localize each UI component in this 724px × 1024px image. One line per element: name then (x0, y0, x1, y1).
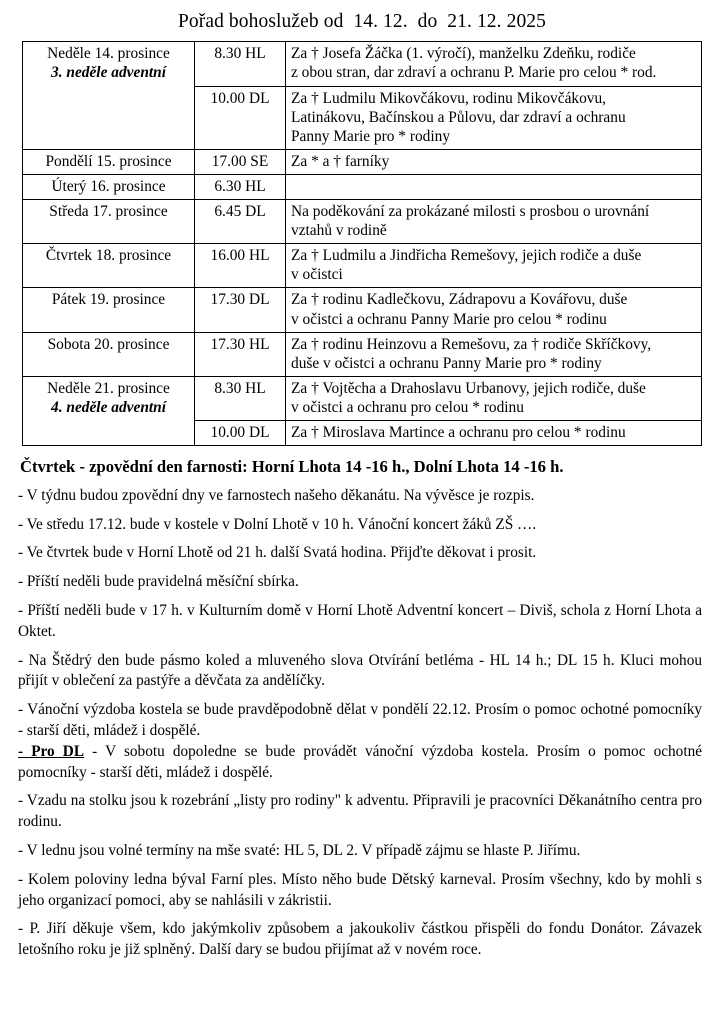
intention-line: z obou stran, dar zdraví a ochranu P. Marie pro celou * rod. (291, 64, 657, 82)
service-time: 17.30 DL (195, 288, 286, 332)
confession-day-heading: Čtvrtek - zpovědní den farnosti: Horní Lhota 14 -16 h., Dolní Lhota 14 -16 h. (20, 457, 564, 477)
day-cell (23, 376, 195, 445)
service-intention (286, 420, 702, 445)
table-row (23, 332, 702, 376)
table-row (23, 42, 702, 86)
day-cell (23, 42, 195, 149)
table-row (23, 244, 702, 288)
intention-line: duše v očistci a ochranu Panny Marie pro * rodiny (291, 354, 602, 372)
pro-dl-label: - Pro DL (18, 742, 85, 760)
table-row (23, 288, 702, 332)
announcement-item: - V lednu jsou volné termíny na mše svaté: HL 5, DL 2. V případě zájmu se hlaste P. Jiřímu. (18, 841, 581, 859)
day-label: Neděle 21. prosince (47, 379, 170, 397)
intention-line: Panny Marie pro * rodiny (291, 127, 451, 145)
service-intention (286, 86, 702, 149)
service-time: 10.00 DL (195, 420, 286, 445)
announcement-item: - Ve čtvrtek bude v Horní Lhotě od 21 h. další Svatá hodina. Přijďte děkovat i prosit. (18, 544, 537, 562)
service-intention (286, 42, 702, 86)
table-row (23, 376, 702, 420)
announcement-item: - Ve středu 17.12. bude v kostele v Dolní Lhotě v 10 h. Vánoční koncert žáků ZŠ …. (18, 515, 537, 533)
service-time: 8.30 HL (195, 42, 286, 86)
day-label: Úterý 16. prosince (51, 177, 166, 195)
day-cell (23, 244, 195, 288)
table-row (23, 200, 702, 244)
day-sublabel: 4. neděle adventní (51, 398, 166, 416)
service-intention (286, 149, 702, 174)
announcement-item: - Na Štědrý den bude pásmo koled a mluveného slova Otvírání betléma - HL 14 h.; DL 15 h. Kluci mohou přijít v oblečení za pastýře a děvčata za andělíčky. (18, 651, 702, 690)
announcement-item: - P. Jiří děkuje všem, kdo jakýmkoliv způsobem a jakoukoliv částkou přispěli do fondu Donátor. Závazek letošního roku je již splněný. Další dary se budou přijímat až v novém roce. (18, 920, 702, 959)
intention-line: vztahů v rodině (291, 222, 387, 240)
service-intention (286, 200, 702, 244)
intention-line: Za * a † farníky (291, 152, 390, 170)
schedule-body (23, 42, 702, 446)
announcement-item-pro-dl (18, 742, 702, 784)
pro-dl-text: - V sobotu dopoledne se bude provádět vánoční výzdoba kostela. Prosím o pomoc ochotné pomocníky - starší děti, mládež i dospělé. (18, 742, 703, 781)
day-label: Čtvrtek 18. prosince (45, 247, 172, 265)
intention-line: Za † Miroslava Martince a ochranu pro celou * rodinu (291, 423, 626, 441)
day-label: Pátek 19. prosince (51, 291, 166, 309)
intention-line: Za † Ludmilu Mikovčákovu, rodinu Mikovčákovu, (291, 89, 607, 107)
announcement-item: - Vzadu na stolku jsou k rozebrání „listy pro rodiny" k adventu. Připravili je pracovníci Děkanátního centra pro rodinu. (18, 792, 702, 831)
day-cell (23, 332, 195, 376)
intention-line: Za † Ludmilu a Jindřicha Remešovy, jejich rodiče a duše (291, 247, 642, 265)
day-cell (23, 288, 195, 332)
intention-line: Za † rodinu Kadlečkovu, Zádrapovu a Kovářovu, duše (291, 291, 628, 309)
intention-line: Za † Vojtěcha a Drahoslavu Urbanovy, jejich rodiče, duše (291, 379, 646, 397)
service-time: 16.00 HL (195, 244, 286, 288)
service-time: 10.00 DL (195, 86, 286, 149)
day-cell (23, 200, 195, 244)
intention-line: v očistci a ochranu pro celou * rodinu (291, 398, 524, 416)
announcement-item: - Příští neděli bude v 17 h. v Kulturním domě v Horní Lhotě Adventní koncert – Diviš, schola z Horní Lhota a Oktet. (18, 602, 702, 640)
day-sublabel: 3. neděle adventní (51, 64, 166, 82)
day-label: Sobota 20. prosince (47, 335, 170, 353)
intention-line: Latinákovu, Bačínskou a Půlovu, dar zdraví a ochranu (291, 108, 626, 126)
service-time: 17.30 HL (195, 332, 286, 376)
service-time: 6.30 HL (195, 174, 286, 199)
announcements-section (0, 457, 724, 961)
day-cell (23, 174, 195, 199)
service-intention (286, 244, 702, 288)
service-time: 6.45 DL (195, 200, 286, 244)
table-row (23, 149, 702, 174)
announcement-item: - Kolem poloviny ledna býval Farní ples. Místo něho bude Dětský karneval. Prosím všechny, kdo by mohli s jeho organizací pomoci, aby se nahlásili v zákristii. (18, 870, 702, 909)
announcement-item: - V týdnu budou zpovědní dny ve farnostech našeho děkanátu. Na vývěsce je rozpis. (18, 486, 535, 504)
announcement-item: - Vánoční výzdoba kostela se bude pravděpodobně dělat v pondělí 22.12. Prosím o pomoc ochotné pomocníky - starší děti, mládež i dospělé. (18, 701, 702, 739)
day-label: Středa 17. prosince (49, 203, 168, 221)
day-cell (23, 149, 195, 174)
announcement-item: - Příští neděli bude pravidelná měsíční sbírka. (18, 573, 299, 591)
page-title: Pořad bohoslužeb od 14. 12. do 21. 12. 2025 (177, 11, 547, 32)
service-time: 8.30 HL (195, 376, 286, 420)
service-intention (286, 174, 702, 199)
service-intention (286, 376, 702, 420)
day-label: Neděle 14. prosince (47, 45, 170, 63)
intention-line: Za † Josefa Žáčka (1. výročí), manželku Zdeňku, rodiče (291, 45, 636, 63)
table-row (23, 174, 702, 199)
day-label: Pondělí 15. prosince (45, 152, 172, 170)
intention-line: Za † rodinu Heinzovu a Remešovu, za † rodiče Skříčkovy, (291, 335, 652, 353)
intention-line: v očistci (291, 266, 343, 284)
service-intention (286, 332, 702, 376)
service-time: 17.00 SE (195, 149, 286, 174)
schedule-table-container (0, 41, 724, 446)
service-intention (286, 288, 702, 332)
intention-line: v očistci a ochranu Panny Marie pro celou * rodinu (291, 310, 607, 328)
intention-line: Na poděkování za prokázané milosti s prosbou o urovnání (291, 203, 650, 221)
mass-schedule-table (22, 41, 702, 446)
